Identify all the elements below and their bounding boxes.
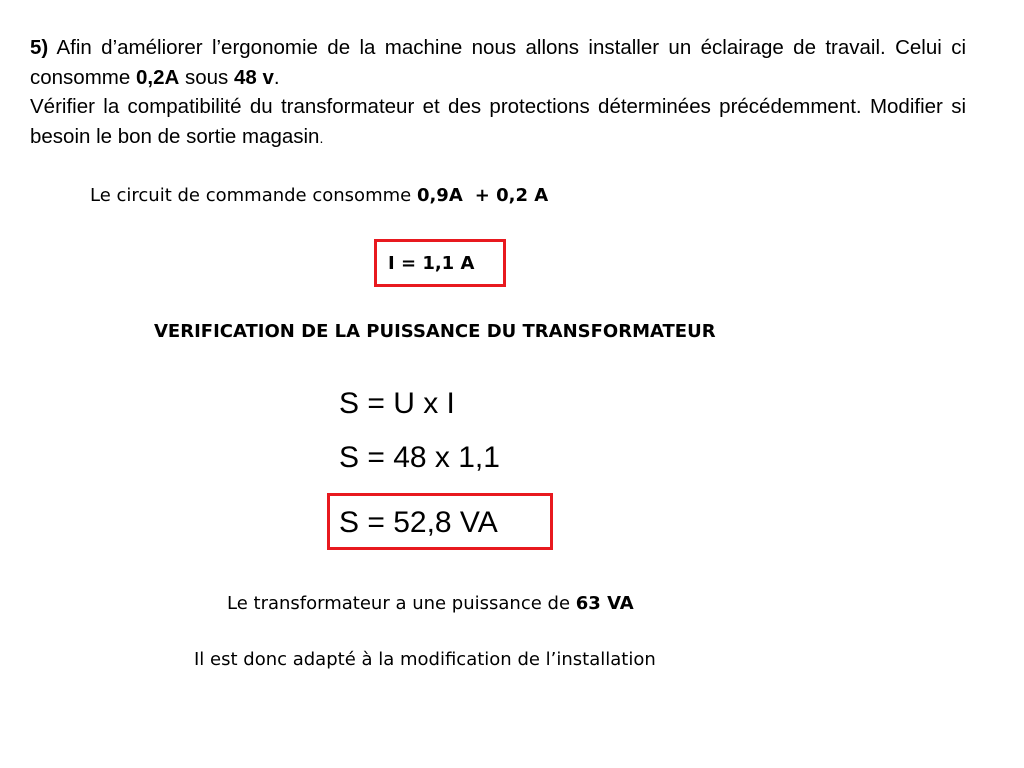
current-result-box — [374, 239, 506, 287]
question-paragraph-2 — [30, 92, 966, 153]
lighting-current: 0,2A — [135, 65, 180, 89]
question-text-b: sous — [179, 65, 234, 89]
command-current: 0,9A — [416, 185, 463, 206]
question-paragraph-1 — [30, 33, 966, 92]
section-heading: VERIFICATION DE LA PUISSANCE DU TRANSFORMATEUR — [154, 321, 716, 342]
formula-power: S = U x I — [339, 387, 455, 420]
question-block — [30, 33, 966, 153]
transformer-rating: 63 VA — [575, 593, 634, 614]
question-instruction-end: . — [319, 129, 324, 146]
question-text-c: . — [273, 65, 280, 89]
consumption-line — [90, 185, 548, 206]
question-text-a: Afin d’améliorer l’ergonomie de la machine nous allons installer un éclairage de travail. Celui ci consomme — [30, 36, 966, 89]
transformer-text: Le transformateur a une puissance de — [227, 593, 576, 614]
formula-substitution: S = 48 x 1,1 — [339, 441, 500, 474]
lighting-voltage: 48 v — [233, 65, 274, 89]
power-result-box — [327, 493, 553, 550]
question-instruction: Vérifier la compatibilité du transformateur et des protections déterminées précédemment. Modifier si besoin le bon de sortie magasin — [30, 95, 966, 148]
question-number: 5) — [30, 36, 49, 59]
added-current: + 0,2 A — [474, 185, 549, 206]
power-result: S = 52,8 VA — [339, 506, 498, 539]
consumption-text: Le circuit de commande consomme — [90, 185, 417, 206]
transformer-power-line — [227, 593, 634, 614]
current-result: I = 1,1 A — [388, 253, 475, 274]
conclusion-line: Il est donc adapté à la modification de l’installation — [194, 649, 656, 670]
